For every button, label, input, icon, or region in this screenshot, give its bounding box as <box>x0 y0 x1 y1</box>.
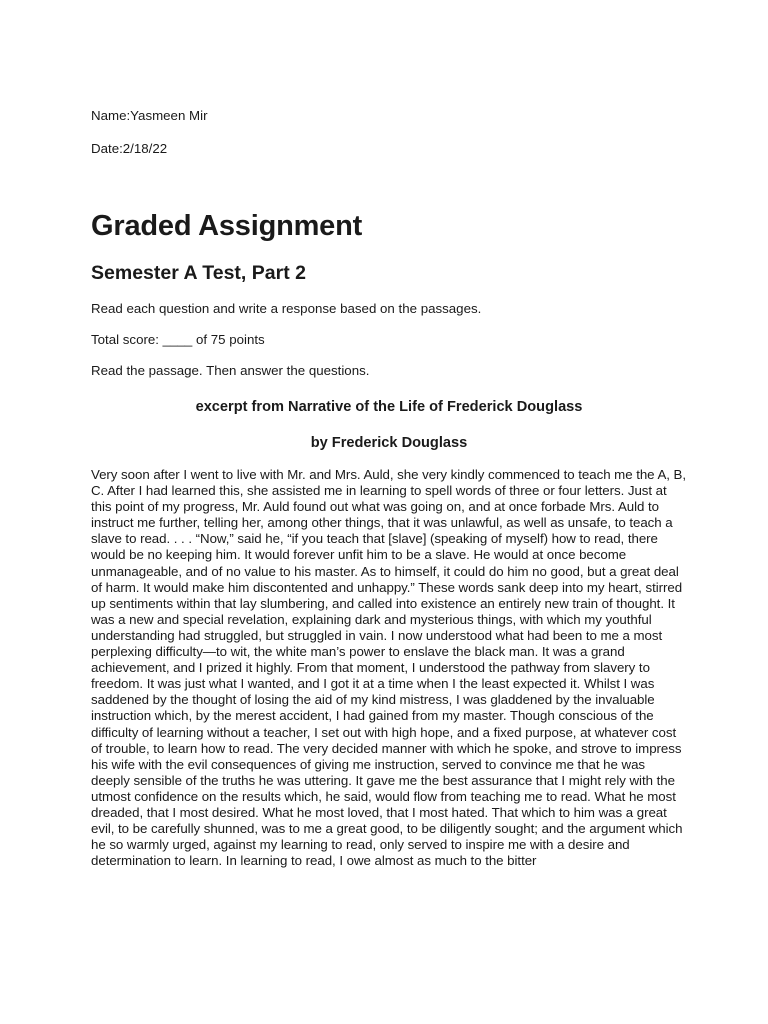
excerpt-byline: by Frederick Douglass <box>310 435 468 451</box>
document-content <box>91 108 687 869</box>
instructions-text: Read each question and write a response based on the passages. <box>91 301 482 316</box>
passage-text: Very soon after I went to live with Mr. and Mrs. Auld, she very kindly commenced to teach me the A, B, C. After I had learned this, she assisted me in learning to spell words of three or four letters. Just at this point of my progress, Mr. Auld found out what was going on, and at once forbade Mrs. Auld to instruct me further, telling her, among other things, that it was unlawful, as well as unsafe, to teach a slave to read. . . . “Now,” said he, “if you teach that [slave] (speaking of myself) how to read, there would be no keeping him. It would forever unfit him to be a slave. He would at once become unmanageable, and of no value to his master. As to himself, it could do him no good, but a great deal of harm. It would make him discontented and unhappy.” These words sank deep into my heart, stirred up sentiments within that lay slumbering, and called into existence an entirely new train of thought. It was a new and special revelation, explaining dark and mysterious things, with which my youthful understanding had struggled, but struggled in vain. I now understood what had been to me a most perplexing difficulty—to wit, the white man’s power to enslave the black man. It was a grand achievement, and I prized it highly. From that moment, I understood the pathway from slavery to freedom. It was just what I wanted, and I got it at a time when I the least expected it. Whilst I was saddened by the thought of losing the aid of my kind mistress, I was gladdened by the invaluable instruction which, by the merest accident, I had gained from my master. Though conscious of the difficulty of learning without a teacher, I set out with high hope, and a fixed purpose, at whatever cost of trouble, to learn how to read. The very decided manner with which he spoke, and strove to impress his wife with the evil consequences of giving me instruction, served to convince me that he was deeply sensible of the truths he was uttering. It gave me the best assurance that I might rely with the utmost confidence on the results which, he said, would flow from teaching me to read. What he most dreaded, that I most desired. What he most loved, that I most hated. That which to him was a great evil, to be carefully shunned, was to me a great good, to be diligently sought; and the argument which he so warmly urged, against my learning to read, only served to inspire me with a desire and determination to learn. In learning to read, I owe almost as much to the bitter <box>91 467 687 869</box>
student-name: Name:Yasmeen Mir <box>91 108 208 123</box>
page-title: Graded Assignment <box>91 210 363 242</box>
excerpt-title: excerpt from Narrative of the Life of Frederick Douglass <box>195 399 583 415</box>
passage-prompt: Read the passage. Then answer the questions. <box>91 363 370 378</box>
total-score-text: Total score: ____ of 75 points <box>91 332 265 347</box>
assignment-date: Date:2/18/22 <box>91 141 168 156</box>
page-subtitle: Semester A Test, Part 2 <box>91 262 306 284</box>
